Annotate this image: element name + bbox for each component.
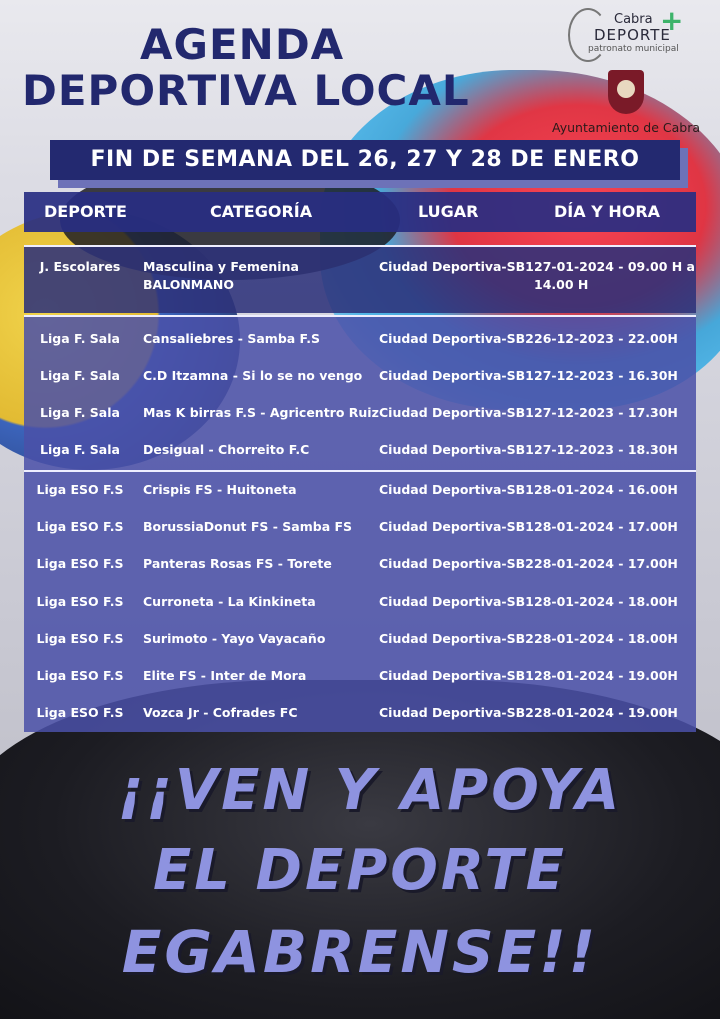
cell-categoria-line2: BALONMANO [143, 277, 235, 292]
cell-deporte: Liga ESO F.S [36, 594, 124, 609]
cell-hora: 28-01-2024 - 19.00H [534, 668, 678, 683]
cell-categoria: Desigual - Chorreito F.C [143, 442, 310, 457]
cell-deporte: Liga ESO F.S [36, 556, 124, 571]
cabra-deporte-logo [568, 4, 688, 64]
table-group-futbol-sala [24, 315, 696, 471]
cell-lugar: Ciudad Deportiva-SB1 [379, 594, 534, 609]
cell-hora: 28-01-2024 - 16.00H [534, 482, 678, 497]
cell-deporte: Liga ESO F.S [36, 668, 124, 683]
cell-categoria: Crispis FS - Huitoneta [143, 482, 297, 497]
header-lugar: LUGAR [418, 202, 479, 221]
header-deporte: DEPORTE [44, 202, 127, 221]
cell-categoria: Panteras Rosas FS - Torete [143, 556, 332, 571]
cell-lugar: Ciudad Deportiva-SB2 [379, 556, 534, 571]
cell-deporte: Liga F. Sala [40, 442, 120, 457]
header-categoria: CATEGORÍA [210, 202, 313, 221]
table-row [24, 668, 696, 704]
cell-hora: 28-01-2024 - 19.00H [534, 705, 678, 720]
table-row [24, 331, 696, 367]
cell-categoria: Cansaliebres - Samba F.S [143, 331, 321, 346]
cell-categoria: Surimoto - Yayo Vayacaño [143, 631, 326, 646]
cell-deporte: Liga ESO F.S [36, 705, 124, 720]
logo-cabra-text: Cabra [614, 12, 653, 27]
cell-lugar: Ciudad Deportiva-SB1 [379, 519, 534, 534]
cell-deporte: Liga F. Sala [40, 368, 120, 383]
ayuntamiento-logo [552, 70, 712, 142]
cell-hora: 27-12-2023 - 16.30H [534, 368, 678, 383]
cell-hora: 27-12-2023 - 18.30H [534, 442, 678, 457]
slogan-line2: EL DEPORTE [153, 838, 567, 903]
cell-lugar: Ciudad Deportiva-SB2 [379, 631, 534, 646]
cell-deporte: J. Escolares [39, 259, 121, 274]
page-title-line2: DEPORTIVA LOCAL [22, 66, 470, 115]
table-row [24, 631, 696, 667]
table-group-escolares [24, 245, 696, 313]
cell-lugar: Ciudad Deportiva-SB2 [379, 331, 534, 346]
cell-lugar: Ciudad Deportiva-SB1 [379, 442, 534, 457]
cell-lugar: Ciudad Deportiva-SB1 [379, 482, 534, 497]
page-title-line1: AGENDA [140, 20, 345, 69]
table-row [24, 594, 696, 630]
cell-categoria: Masculina y Femenina [143, 259, 299, 274]
cell-deporte: Liga F. Sala [40, 331, 120, 346]
cell-deporte: Liga F. Sala [40, 405, 120, 420]
cell-hora: 28-01-2024 - 17.00H [534, 556, 678, 571]
ayuntamiento-text: Ayuntamiento de Cabra [552, 120, 701, 135]
coat-of-arms-icon [608, 70, 644, 114]
cell-categoria: Elite FS - Inter de Mora [143, 668, 307, 683]
cell-categoria: Mas K birras F.S - Agricentro Ruiz [143, 405, 379, 420]
cell-lugar: Ciudad Deportiva-SB1 [379, 668, 534, 683]
table-group-eso [24, 470, 696, 732]
slogan-line1: ¡¡VEN Y APOYA [117, 758, 623, 823]
cell-hora: 28-01-2024 - 18.00H [534, 631, 678, 646]
cell-hora-line2: 14.00 H [534, 277, 589, 292]
table-header [24, 192, 696, 232]
table-row [24, 556, 696, 592]
cell-categoria: Curroneta - La Kinkineta [143, 594, 316, 609]
cell-deporte: Liga ESO F.S [36, 631, 124, 646]
cell-lugar: Ciudad Deportiva-SB1 [379, 259, 534, 274]
cell-hora: 28-01-2024 - 17.00H [534, 519, 678, 534]
date-banner-text: FIN DE SEMANA DEL 26, 27 Y 28 DE ENERO [90, 147, 640, 172]
cell-hora: 28-01-2024 - 18.00H [534, 594, 678, 609]
table-row [24, 482, 696, 518]
date-banner [50, 140, 680, 180]
cell-hora: 27-12-2023 - 17.30H [534, 405, 678, 420]
cell-hora: 27-01-2024 - 09.00 H a [534, 259, 695, 274]
cell-categoria: C.D Itzamna - Si lo se no vengo [143, 368, 363, 383]
cell-hora: 26-12-2023 - 22.00H [534, 331, 678, 346]
slogan-line3: EGABRENSE!! [121, 918, 599, 986]
header-dia-hora: DÍA Y HORA [554, 202, 661, 221]
cell-lugar: Ciudad Deportiva-SB1 [379, 368, 534, 383]
table-row [24, 405, 696, 441]
cell-categoria: BorussiaDonut FS - Samba FS [143, 519, 353, 534]
cell-lugar: Ciudad Deportiva-SB2 [379, 705, 534, 720]
table-row [24, 368, 696, 404]
plus-icon: + [660, 4, 684, 37]
cell-categoria: Vozca Jr - Cofrades FC [143, 705, 298, 720]
table-row [24, 259, 696, 295]
table-row [24, 705, 696, 741]
logo-patronato-text: patronato municipal [588, 44, 679, 54]
logo-deporte-text: DEPORTE [594, 26, 671, 44]
table-row [24, 519, 696, 555]
cell-lugar: Ciudad Deportiva-SB1 [379, 405, 534, 420]
cell-deporte: Liga ESO F.S [36, 519, 124, 534]
cell-deporte: Liga ESO F.S [36, 482, 124, 497]
